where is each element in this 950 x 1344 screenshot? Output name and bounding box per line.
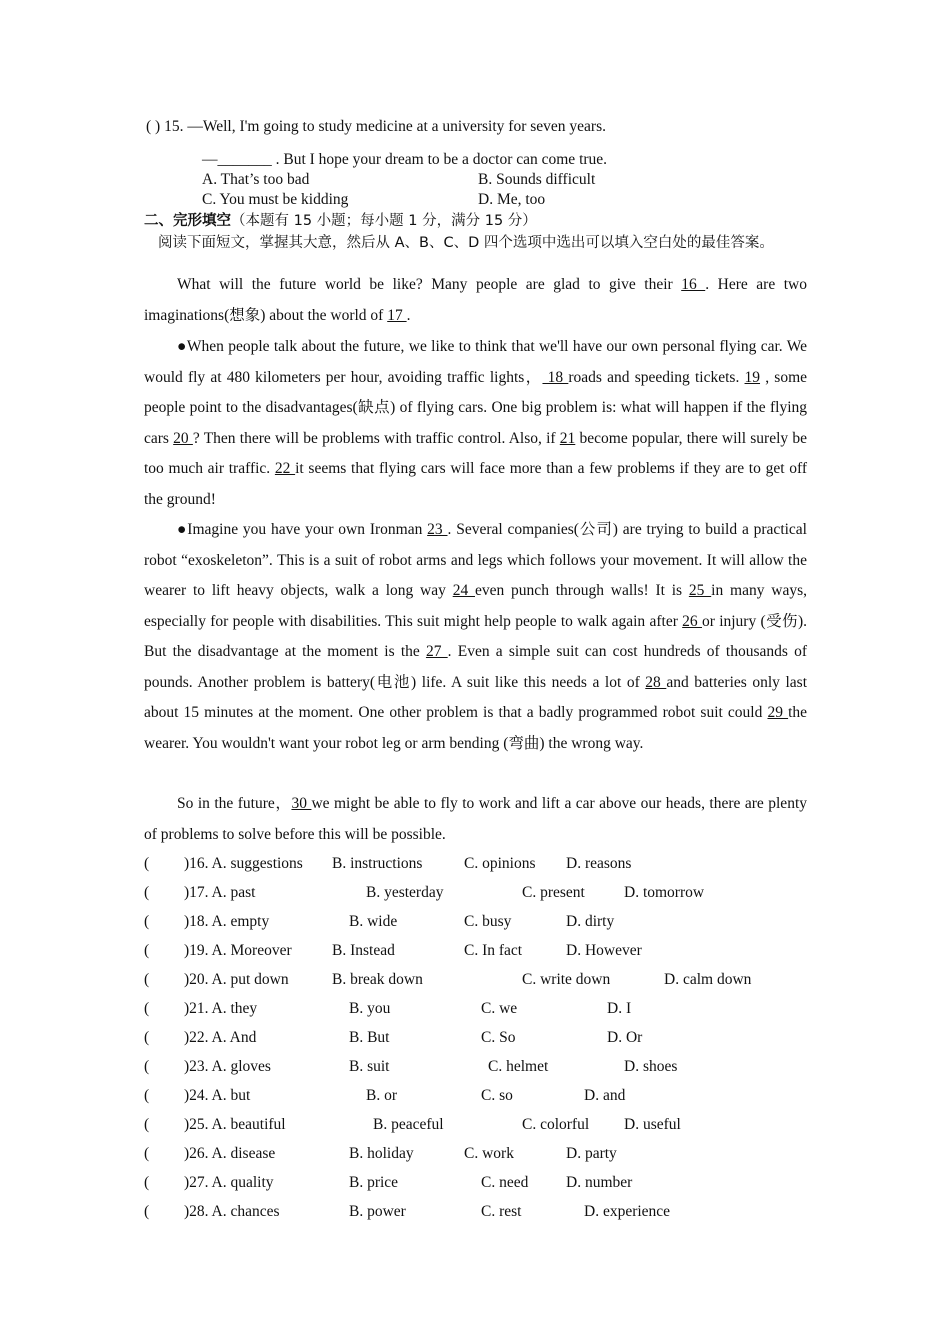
section-note: （本题有 15 小题；每小题 1 分，满分 15 分）: [231, 213, 537, 229]
section-instruction: 阅读下面短文，掌握其大意，然后从 A、B、C、D 四个选项中选出可以填入空白处的最佳答案。: [158, 235, 774, 251]
blank-26: 26: [682, 612, 702, 630]
blank-18: 18: [542, 368, 569, 386]
blank-28: 28: [645, 673, 667, 691]
section-heading: [144, 211, 537, 231]
q15-reply: —_______ . But I hope your dream to be a doctor can come true.: [202, 151, 608, 168]
passage-paragraph-3: ●Imagine you have your own Ironman 23 . Several companies(公司) are trying to build a practical robot “exoskeleton”. This is a suit of robot arms and legs which follows your movement. It will allow the wearer to lift heavy objects, walk a long way 24 even punch through walls! It is 25 in many ways, especially for people with disabilities. This suit might help people to walk again after 26 or injury (受伤). But the disadvantage at the moment is the 27 . Even a simple suit can cost hundreds of thousands of pounds. Another problem is battery(电池) life. A suit like this needs a lot of 28 and batteries only last about 15 minutes at the moment. One other problem is that a badly programmed robot suit could 29 the wearer. You wouldn't want your robot leg or arm bending (弯曲) the wrong way.: [144, 521, 808, 752]
blank-22: 22: [274, 460, 296, 477]
passage-paragraph-2: ●When people talk about the future, we like to think that we'll have our own personal flying car. We would fly at 480 kilometers per hour, avoiding traffic lights， 18 roads and speeding tickets. 19 , some people point to the disadvantages(缺点) of flying cars. One big problem is: what will happen if the flying cars 20 ? Then there will be problems with traffic control. Also, if 21 become popular, there will surely be too much air traffic. 22 it seems that flying cars will face more than a few problems if they are to get off the ground!: [144, 338, 808, 508]
passage-paragraph-4: So in the future，30 we might be able to fly to work and lift a car above our heads, there are plenty of problems to solve before this will be possible.: [144, 795, 807, 843]
blank-29: 29: [767, 704, 789, 721]
q15-question: ( ) 15. —Well, I'm going to study medicine at a university for seven years.: [146, 118, 606, 135]
blank-24: 24: [452, 582, 475, 599]
document-page: ( ) 15. —Well, I'm going to study medicine at a university for seven years. —_______ . But I hope your dream to be a doctor can come true. A. That’s too bad B. Sounds difficult C. You must be kidding D. Me, too 二、完形填空（本题有 15 小题；每小题 1 分，满分 15 分） 阅读下面短文，掌握其大意，然后从 A、B、C、D 四个选项中选出可以填入空白处的最佳答案。 What will the future world be like? Many people are glad to give their 16 . Here are two imaginations(想象) about the world of 17 . ●When people talk about the future, we like to think that we'll have our own personal flying car. We would fly at 480 kilometers per hour, avoiding traffic lights， 18 roads and speeding tickets. 19 , some people point to the disadvantages(缺点) of flying cars. One big problem is: what will happen if the flying cars 20 ? Then there will be problems with traffic control. Also, if 21 become popular, there will surely be too much air traffic. 22 it seems that flying cars will face more than a few problems if they are to get off the ground! ●Imagine you have your own Ironman 23 . Several companies(公司) are trying to build a practical robot “exoskeleton”. This is a suit of robot arms and legs which follows your movement. It will allow the wearer to lift heavy objects, walk a long way 24 even punch through walls! It is 25 in many ways, especially for people with disabilities. This suit might help people to walk again after 26 or injury (受伤). But the disadvantage at the moment is the 27 . Even a simple suit can cost hundreds of thousands of pounds. Another problem is battery(电池) life. A suit like this needs a lot of 28 and batteries only last about 15 minutes at the moment. One other problem is that a badly programmed robot suit could 29 the wearer. You wouldn't want your robot leg or arm bending (弯曲) the wrong way. So in the future，30 we might be able to fly to work and lift a car above our heads, there are plenty of problems to solve before this will be possible. ( )16. A. suggestions B. instructions C. opinions D. reasons ( )17. A. past B. yesterday C. present D. tomorrow ( )18. A. empty B. wide C. busy D. dirty ( )19. A. Moreover B. Instead C. In fact D. However ( )20. A. put down B. break down C. write down D. calm down ( )21. A. they B. you C. we D. I ( )22. A. And B. But C. So D. Or ( )23. A. gloves B. suit C. helmet D. shoes ( )24. A. but B. or C. so D. and ( )25. A. beautiful B. peaceful C. colorful D. useful ( )26. A. disease B. holiday C. work D. party ( )27. A. quality B. price C. need D. number ( )28. A. chances B. power C. rest D. experience: [0, 0, 950, 1344]
q15-option-c: C. You must be kidding: [202, 191, 349, 208]
section-title: 二、完形填空: [144, 213, 231, 229]
blank-27: 27: [425, 643, 448, 660]
passage-paragraph-1: What will the future world be like? Many people are glad to give their 16 . Here are two imaginations(想象) about the world of 17 .: [144, 276, 807, 324]
blank-20: 20: [173, 429, 193, 447]
blank-21: 21: [559, 429, 576, 447]
q15-option-b: B. Sounds difficult: [478, 171, 596, 188]
blank-30: 30: [291, 795, 312, 812]
q15-option-d: D. Me, too: [478, 191, 546, 208]
blank-23: 23: [427, 521, 448, 538]
q15-option-a: A. That’s too bad: [202, 171, 310, 188]
blank-16: 16: [681, 276, 706, 293]
blank-17: 17: [387, 306, 407, 324]
blank-19: 19: [744, 368, 761, 386]
blank-25: 25: [688, 582, 712, 599]
